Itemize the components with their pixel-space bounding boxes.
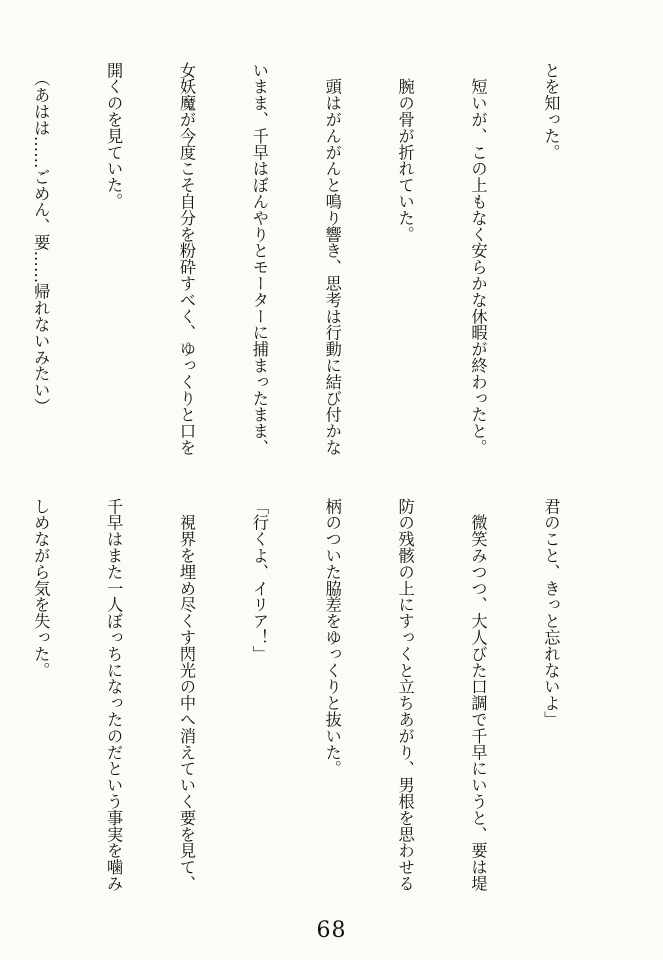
text-line: いまま、千早はぼんやりとモーターに捕まったまま、 bbox=[249, 62, 269, 456]
text-line: 短いが、この上もなく安らかな休暇が終わったと。 bbox=[468, 62, 488, 456]
lower-text-block bbox=[31, 498, 611, 910]
text-line: とを知った。 bbox=[541, 62, 561, 161]
text-line: 防の残骸の上にすっくと立ちあがり、男根を思わせる bbox=[395, 498, 415, 892]
text-line: 頭はがんがんと鳴り響き、思考は行動に結び付かな bbox=[322, 62, 342, 456]
upper-text-block bbox=[31, 62, 611, 472]
text-line: 女妖魔が今度こそ自分を粉砕すべく、ゆっくりと口を bbox=[176, 62, 196, 456]
text-line: 君のこと、きっと忘れないよ」 bbox=[541, 498, 561, 728]
text-line: 開くのを見ていた。 bbox=[104, 62, 124, 210]
text-line: 千早はまた一人ぼっちになったのだという事実を噛み bbox=[104, 498, 124, 892]
text-line: 柄のついた脇差をゆっくりと抜いた。 bbox=[322, 498, 342, 777]
text-line: 「行くよ、イリア！」 bbox=[249, 498, 269, 662]
page-number: 68 bbox=[316, 918, 347, 943]
text-line: （あはは……ごめん、要……帰れないみたい） bbox=[31, 62, 51, 415]
text-line: しめながら気を失った。 bbox=[31, 498, 51, 679]
text-line: 視界を埋め尽くす閃光の中へ消えていく要を見て、 bbox=[176, 498, 196, 892]
text-line: 腕の骨が折れていた。 bbox=[395, 62, 415, 243]
text-line: 微笑みつつ、大人びた口調で千早にいうと、要は堤 bbox=[468, 498, 488, 892]
